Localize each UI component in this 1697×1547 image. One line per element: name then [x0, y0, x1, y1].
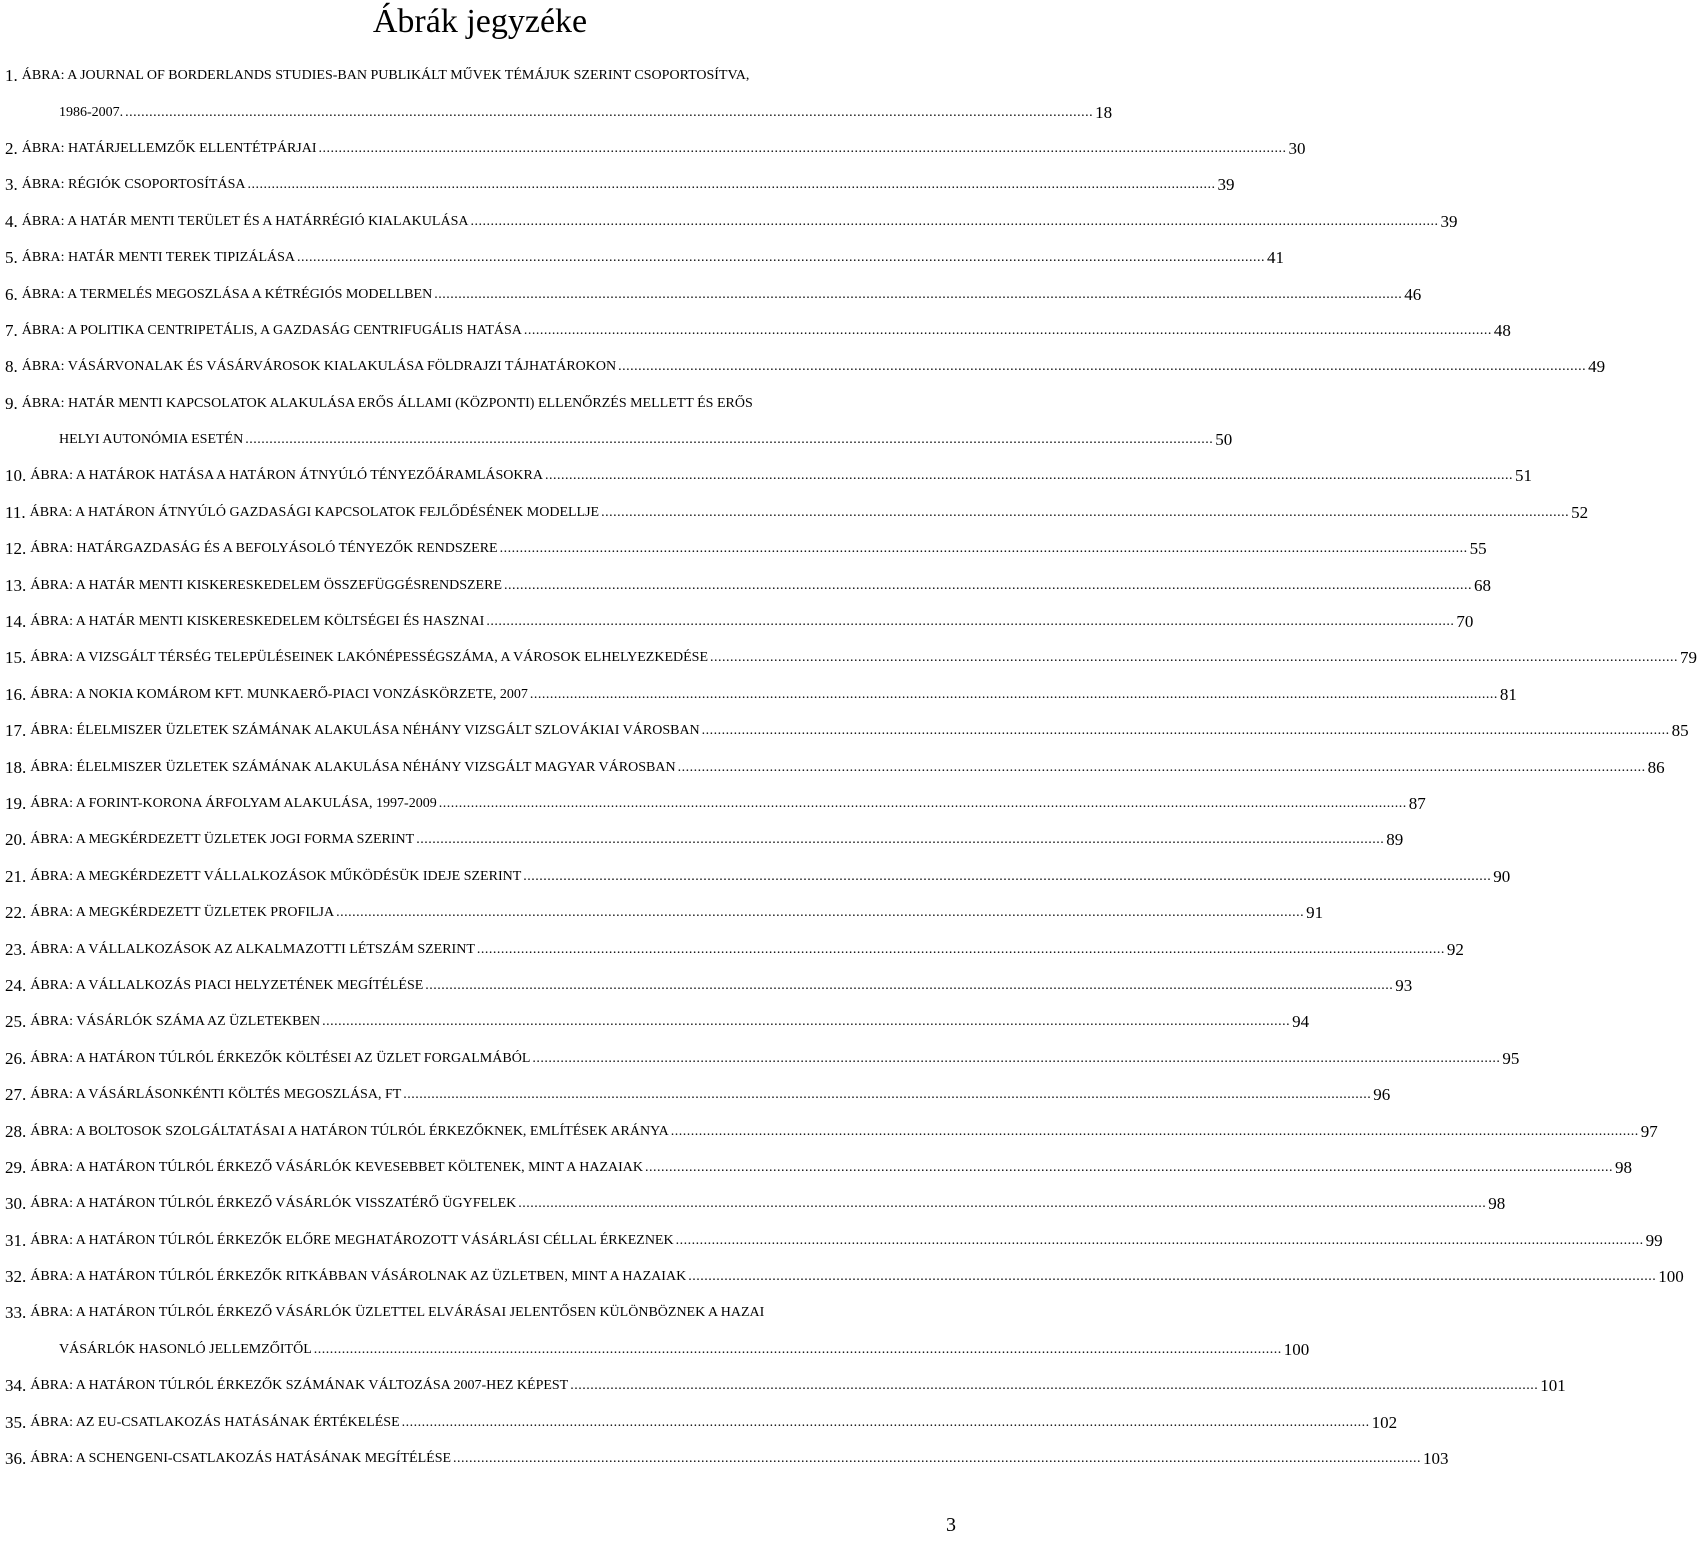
toc-entry-page: 100 — [1283, 1339, 1310, 1359]
toc-entry-title: ÁBRA: A HATÁRON TÚLRÓL ÉRKEZŐK KÖLTÉSEI AZ ÜZLET FORGALMÁBÓL — [30, 1050, 531, 1066]
toc-entry-title: ÁBRA: A HATÁRON TÚLRÓL ÉRKEZŐK ELŐRE MEGHATÁROZOTT VÁSÁRLÁSI CÉLLAL ÉRKEZNEK — [30, 1232, 674, 1248]
toc-entry-title: ÁBRA: HATÁRJELLEMZŐK ELLENTÉTPÁRJAI — [21, 140, 317, 156]
dot-leader — [425, 978, 1393, 994]
toc-entry-page: 48 — [1493, 320, 1511, 340]
dot-leader — [570, 1378, 1538, 1394]
dot-leader — [245, 432, 1213, 448]
toc-entry[interactable] — [5, 677, 1517, 713]
toc-entry-page: 102 — [1371, 1412, 1398, 1432]
toc-entry-number: 11. — [5, 502, 26, 522]
toc-entry-line — [5, 240, 1285, 276]
dot-leader — [416, 832, 1384, 848]
toc-entry-title: ÁBRA: A TERMELÉS MEGOSZLÁSA A KÉTRÉGIÓS MODELLBEN — [21, 286, 433, 302]
toc-entry-title: ÁBRA: A HATÁRON TÚLRÓL ÉRKEZŐK RITKÁBBAN VÁSÁROLNAK AZ ÜZLETBEN, MINT A HAZAIAK — [30, 1269, 687, 1285]
toc-entry-page: 39 — [1217, 175, 1235, 195]
toc-entry-number: 9. — [5, 393, 18, 413]
toc-entry[interactable] — [5, 131, 1306, 167]
toc-entry-line — [5, 1186, 1506, 1222]
toc-entry-page: 87 — [1408, 794, 1426, 813]
toc-entry-title: ÁBRA: A HATÁR MENTI KISKERESKEDELEM ÖSSZEFÜGGÉSRENDSZERE — [30, 577, 502, 593]
toc-entry-page: 101 — [1540, 1376, 1566, 1396]
toc-entry[interactable] — [5, 640, 1697, 676]
toc-entry-line — [5, 1077, 1391, 1113]
toc-entry-number: 33. — [5, 1303, 27, 1323]
toc-entry-page: 51 — [1514, 466, 1532, 486]
toc-entry-number: 35. — [5, 1412, 27, 1432]
toc-entry-page: 98 — [1488, 1194, 1506, 1214]
toc-entry-page: 18 — [1095, 102, 1113, 122]
dot-leader — [453, 1451, 1421, 1467]
toc-entry[interactable] — [5, 968, 1413, 1004]
toc-entry[interactable] — [5, 349, 1606, 385]
toc-entry-title: HELYI AUTONÓMIA ESETÉN — [59, 432, 244, 448]
toc-entry-line — [5, 1441, 1449, 1477]
toc-entry-title: VÁSÁRLÓK HASONLÓ JELLEMZŐITŐL — [59, 1341, 312, 1357]
toc-entry-title: ÁBRA: A JOURNAL OF BORDERLANDS STUDIES-BAN PUBLIKÁLT MŰVEK TÉMÁJUK SZERINT CSOPORTOSÍTVA, — [21, 68, 750, 84]
toc-entry-line — [5, 1113, 1658, 1149]
dot-leader — [486, 614, 1454, 630]
toc-entry-number: 21. — [5, 866, 27, 886]
toc-entry-number: 1. — [5, 66, 18, 86]
toc-entry-line — [5, 94, 1113, 130]
toc-entry-title: ÁBRA: A VÁLLALKOZÁSOK AZ ALKALMAZOTTI LÉTSZÁM SZERINT — [30, 941, 475, 957]
toc-entry-line — [5, 931, 1464, 967]
toc-entry-page: 81 — [1499, 684, 1517, 704]
toc-entry[interactable] — [5, 495, 1589, 531]
toc-entry-line — [5, 131, 1306, 167]
toc-entry[interactable] — [5, 58, 1113, 131]
toc-entry-line — [5, 1004, 1310, 1040]
toc-entry-page: 49 — [1588, 357, 1606, 377]
toc-entry-line — [5, 1332, 1310, 1368]
toc-entry-number: 36. — [5, 1449, 27, 1469]
toc-entry-page: 92 — [1446, 939, 1464, 959]
toc-entry-page: 99 — [1645, 1230, 1663, 1250]
toc-entry-number: 20. — [5, 830, 27, 850]
dot-leader — [504, 578, 1472, 594]
toc-entry[interactable] — [5, 204, 1458, 240]
toc-entry-number: 6. — [5, 284, 18, 304]
toc-entry-page: 100 — [1658, 1267, 1684, 1287]
toc-entry-line — [5, 1295, 960, 1331]
dot-leader — [710, 650, 1678, 666]
toc-entry-title: ÁBRA: A VÁLLALKOZÁS PIACI HELYZETÉNEK MEGÍTÉLÉSE — [30, 977, 424, 993]
dot-leader — [645, 1160, 1613, 1176]
toc-entry[interactable] — [5, 604, 1474, 640]
dot-leader — [702, 723, 1670, 739]
toc-entry[interactable] — [5, 1186, 1506, 1222]
toc-entry[interactable] — [5, 240, 1285, 276]
toc-entry-title: ÁBRA: A MEGKÉRDEZETT VÁLLALKOZÁSOK MŰKÖDÉSÜK IDEJE SZERINT — [30, 868, 522, 884]
toc-entry-line — [5, 1223, 1663, 1259]
toc-entry-page: 52 — [1571, 502, 1589, 522]
toc-entry-title: ÁBRA: A HATÁROK HATÁSA A HATÁRON ÁTNYÚLÓ TÉNYEZŐÁRAMLÁSOKRA — [30, 468, 543, 484]
toc-entry-number: 14. — [5, 612, 27, 632]
toc-entry-page: 70 — [1456, 612, 1474, 632]
dot-leader — [545, 468, 1513, 484]
toc-entry-number: 12. — [5, 539, 27, 559]
toc-entry-line — [5, 167, 1235, 203]
toc-entry-page: 91 — [1306, 903, 1324, 923]
toc-entry[interactable] — [5, 458, 1532, 494]
dot-leader — [671, 1124, 1639, 1140]
toc-entry-line — [5, 786, 1426, 822]
toc-entry-number: 7. — [5, 320, 18, 340]
toc-entry-title: ÁBRA: VÁSÁRLÓK SZÁMA AZ ÜZLETEKBEN — [30, 1014, 321, 1030]
dot-leader — [676, 1233, 1644, 1249]
toc-entry-line — [5, 677, 1517, 713]
toc-entry-number: 26. — [5, 1048, 27, 1068]
toc-entry-line — [5, 1259, 1684, 1295]
toc-entry-line — [5, 1041, 1520, 1077]
toc-entry-title: ÁBRA: HATÁR MENTI TEREK TIPIZÁLÁSA — [21, 250, 296, 266]
toc-entry-title: ÁBRA: VÁSÁRVONALAK ÉS VÁSÁRVÁROSOK KIALAKULÁSA FÖLDRAJZI TÁJHATÁROKON — [21, 359, 617, 375]
dot-leader — [322, 1014, 1290, 1030]
toc-entry[interactable] — [5, 1368, 1566, 1404]
toc-entry-title: ÁBRA: A HATÁR MENTI KISKERESKEDELEM KÖLTSÉGEI ÉS HASZNAI — [30, 614, 485, 630]
toc-entry-page: 86 — [1647, 757, 1665, 777]
toc-entry-line — [5, 968, 1413, 1004]
toc-entry-title: ÁBRA: A FORINT-KORONA ÁRFOLYAM ALAKULÁSA, 1997-2009 — [30, 796, 437, 811]
dot-leader — [247, 177, 1215, 193]
toc-entry-title: ÁBRA: ÉLELMISZER ÜZLETEK SZÁMÁNAK ALAKULÁSA NÉHÁNY VIZSGÁLT SZLOVÁKIAI VÁROSBAN — [30, 723, 700, 739]
toc-entry-page: 95 — [1502, 1048, 1520, 1068]
toc-entry-line — [5, 58, 960, 94]
dot-leader — [678, 760, 1646, 776]
dot-leader — [336, 905, 1304, 921]
toc-entry-page: 55 — [1469, 539, 1487, 559]
toc-entry-number: 5. — [5, 248, 18, 268]
toc-entry-line — [5, 531, 1487, 567]
toc-entry-number: 27. — [5, 1085, 27, 1105]
toc-entry[interactable] — [5, 713, 1689, 749]
toc-entry-number: 34. — [5, 1376, 27, 1396]
toc-entry-line — [5, 859, 1511, 895]
toc-entry-title: 1986-2007. — [59, 104, 124, 120]
toc-entry-title: ÁBRA: A MEGKÉRDEZETT ÜZLETEK PROFILJA — [30, 905, 335, 921]
toc-entry-number: 4. — [5, 211, 18, 231]
toc-entry-number: 28. — [5, 1121, 27, 1141]
toc-entry-line — [5, 349, 1606, 385]
toc-entry-page: 97 — [1640, 1121, 1658, 1141]
dot-leader — [518, 1196, 1486, 1212]
dot-leader — [314, 1342, 1282, 1358]
toc-entry-page: 50 — [1215, 430, 1233, 450]
toc-entry-page: 103 — [1423, 1449, 1449, 1469]
toc-entry-page: 90 — [1493, 866, 1511, 886]
toc-entry-number: 29. — [5, 1157, 27, 1177]
toc-entry-page: 39 — [1440, 211, 1458, 231]
toc-entry-page: 79 — [1680, 648, 1697, 668]
toc-entry-line — [5, 386, 960, 422]
toc-entry-page: 30 — [1288, 138, 1306, 158]
toc-entry-title: ÁBRA: AZ EU-CSATLAKOZÁS HATÁSÁNAK ÉRTÉKELÉSE — [30, 1414, 400, 1430]
toc-entry[interactable] — [5, 749, 1665, 785]
toc-entry-line — [5, 822, 1404, 858]
toc-entry-page: 98 — [1615, 1157, 1633, 1177]
dot-leader — [530, 687, 1498, 703]
toc-entry-line — [5, 276, 1422, 312]
toc-entry[interactable] — [5, 1404, 1398, 1440]
toc-entry-title: ÁBRA: ÉLELMISZER ÜZLETEK SZÁMÁNAK ALAKULÁSA NÉHÁNY VIZSGÁLT MAGYAR VÁROSBAN — [30, 759, 676, 775]
toc-entry[interactable] — [5, 567, 1491, 603]
dot-leader — [523, 869, 1491, 885]
toc-entry-number: 13. — [5, 575, 27, 595]
toc-entry-title: ÁBRA: A BOLTOSOK SZOLGÁLTATÁSAI A HATÁRON TÚLRÓL ÉRKEZŐKNEK, EMLÍTÉSEK ARÁNYA — [30, 1123, 669, 1139]
toc-entry-title: ÁBRA: RÉGIÓK CSOPORTOSÍTÁSA — [21, 177, 246, 193]
dot-leader — [319, 141, 1287, 157]
page-title: Ábrák jegyzéke — [372, 3, 588, 40]
toc-entry-page: 46 — [1404, 284, 1422, 304]
toc-entry-number: 10. — [5, 466, 27, 486]
toc-entry-number: 22. — [5, 903, 27, 923]
toc-entry[interactable] — [5, 167, 1235, 203]
toc-entry-title: ÁBRA: A HATÁRON TÚLRÓL ÉRKEZŐ VÁSÁRLÓK KEVESEBBET KÖLTENEK, MINT A HAZAIAK — [30, 1159, 644, 1175]
toc-entry[interactable] — [5, 1295, 1310, 1368]
dot-leader — [477, 942, 1445, 958]
dot-leader — [618, 359, 1586, 375]
toc-entry-title: ÁBRA: A VIZSGÁLT TÉRSÉG TELEPÜLÉSEINEK LAKÓNÉPESSÉGSZÁMA, A VÁROSOK ELHELYEZKEDÉSE — [30, 650, 709, 666]
toc-entry-line — [5, 1368, 1566, 1404]
toc-entry-title: ÁBRA: A HATÁRON ÁTNYÚLÓ GAZDASÁGI KAPCSOLATOK FEJLŐDÉSÉNEK MODELLJE — [29, 504, 600, 520]
toc-entry[interactable] — [5, 822, 1404, 858]
dot-leader — [403, 1087, 1371, 1103]
toc-entry-number: 18. — [5, 757, 27, 777]
toc-entry-page: 94 — [1292, 1012, 1310, 1032]
toc-entry-line — [5, 313, 1511, 349]
toc-entry-title: ÁBRA: A HATÁRON TÚLRÓL ÉRKEZŐK SZÁMÁNAK VÁLTOZÁSA 2007-HEZ KÉPEST — [30, 1378, 569, 1394]
toc-entry-page: 96 — [1373, 1085, 1391, 1105]
toc-entry-page: 85 — [1671, 721, 1689, 741]
toc-entry[interactable] — [5, 786, 1426, 822]
toc-entry-number: 30. — [5, 1194, 27, 1214]
toc-entry-title: ÁBRA: A HATÁRON TÚLRÓL ÉRKEZŐ VÁSÁRLÓK ÜZLETTEL ELVÁRÁSAI JELENTŐSEN KÜLÖNBÖZNEK A HAZAI — [30, 1305, 765, 1321]
toc-entry-number: 3. — [5, 175, 18, 195]
toc-entry-line — [5, 604, 1474, 640]
dot-leader — [688, 1269, 1656, 1285]
dot-leader — [439, 796, 1407, 812]
toc-entry-title: ÁBRA: A HATÁRON TÚLRÓL ÉRKEZŐ VÁSÁRLÓK VISSZATÉRŐ ÜGYFELEK — [30, 1196, 517, 1212]
toc-entry-line — [5, 895, 1324, 931]
dot-leader — [601, 505, 1569, 521]
toc-entry[interactable] — [5, 276, 1422, 312]
dot-leader — [402, 1415, 1370, 1431]
toc-entry-page: 93 — [1395, 975, 1413, 995]
dot-leader — [500, 541, 1468, 557]
toc-entry-number: 19. — [5, 794, 27, 813]
toc-entry[interactable] — [5, 1259, 1684, 1295]
dot-leader — [434, 287, 1402, 303]
toc-entry-number: 8. — [5, 357, 18, 377]
toc-entry-number: 16. — [5, 684, 27, 704]
toc-entry[interactable] — [5, 859, 1511, 895]
toc-entry[interactable] — [5, 1004, 1310, 1040]
dot-leader — [125, 105, 1093, 121]
toc-entry[interactable] — [5, 931, 1464, 967]
toc-entry-number: 23. — [5, 939, 27, 959]
toc-entry-title: ÁBRA: A HATÁR MENTI TERÜLET ÉS A HATÁRRÉGIÓ KIALAKULÁSA — [21, 213, 469, 229]
page-number: 3 — [946, 1514, 956, 1536]
toc-entry-line — [5, 422, 1233, 458]
dot-leader — [524, 323, 1492, 339]
dot-leader — [532, 1051, 1500, 1067]
toc-entry-line — [5, 204, 1458, 240]
toc-entry[interactable] — [5, 1077, 1391, 1113]
toc-entry-page: 89 — [1386, 830, 1404, 850]
toc-entry-number: 24. — [5, 975, 27, 995]
toc-entry[interactable] — [5, 531, 1487, 567]
toc-entry[interactable] — [5, 1441, 1449, 1477]
toc-entry-title: ÁBRA: HATÁR MENTI KAPCSOLATOK ALAKULÁSA ERŐS ÁLLAMI (KÖZPONTI) ELLENŐRZÉS MELLETT ÉS ERŐS — [21, 395, 753, 411]
toc-entry-line — [5, 713, 1689, 749]
dot-leader — [297, 250, 1265, 266]
figure-list — [0, 58, 1697, 1477]
dot-leader — [470, 214, 1438, 230]
toc-entry[interactable] — [5, 1223, 1663, 1259]
toc-entry-title: ÁBRA: A SCHENGENI-CSATLAKOZÁS HATÁSÁNAK MEGÍTÉLÉSE — [30, 1451, 452, 1467]
toc-entry-line — [5, 1150, 1633, 1186]
toc-entry-number: 32. — [5, 1267, 27, 1287]
toc-entry-line — [5, 749, 1665, 785]
toc-entry-title: ÁBRA: HATÁRGAZDASÁG ÉS A BEFOLYÁSOLÓ TÉNYEZŐK RENDSZERE — [30, 541, 498, 557]
toc-entry-number: 31. — [5, 1230, 27, 1250]
toc-entry[interactable] — [5, 386, 1233, 459]
toc-entry-page: 68 — [1474, 575, 1491, 595]
toc-entry[interactable] — [5, 895, 1324, 931]
toc-entry[interactable] — [5, 313, 1511, 349]
toc-entry[interactable] — [5, 1041, 1520, 1077]
toc-entry-title: ÁBRA: A MEGKÉRDEZETT ÜZLETEK JOGI FORMA SZERINT — [30, 832, 415, 848]
toc-entry-line — [5, 1404, 1398, 1440]
toc-entry[interactable] — [5, 1113, 1658, 1149]
toc-entry-title: ÁBRA: A VÁSÁRLÁSONKÉNTI KÖLTÉS MEGOSZLÁSA, FT — [30, 1087, 402, 1103]
toc-entry-title: ÁBRA: A POLITIKA CENTRIPETÁLIS, A GAZDASÁG CENTRIFUGÁLIS HATÁSA — [21, 322, 522, 338]
toc-entry-line — [5, 458, 1532, 494]
toc-entry-number: 17. — [5, 721, 27, 741]
toc-entry-line — [5, 640, 1697, 676]
toc-entry-line — [5, 495, 1589, 531]
toc-entry-number: 15. — [5, 648, 27, 668]
toc-entry-title: ÁBRA: A NOKIA KOMÁROM KFT. MUNKAERŐ-PIACI VONZÁSKÖRZETE, 2007 — [30, 686, 528, 702]
toc-entry-number: 2. — [5, 138, 18, 158]
toc-entry[interactable] — [5, 1150, 1633, 1186]
toc-entry-page: 41 — [1267, 248, 1285, 268]
toc-entry-line — [5, 567, 1491, 603]
toc-entry-number: 25. — [5, 1012, 27, 1032]
